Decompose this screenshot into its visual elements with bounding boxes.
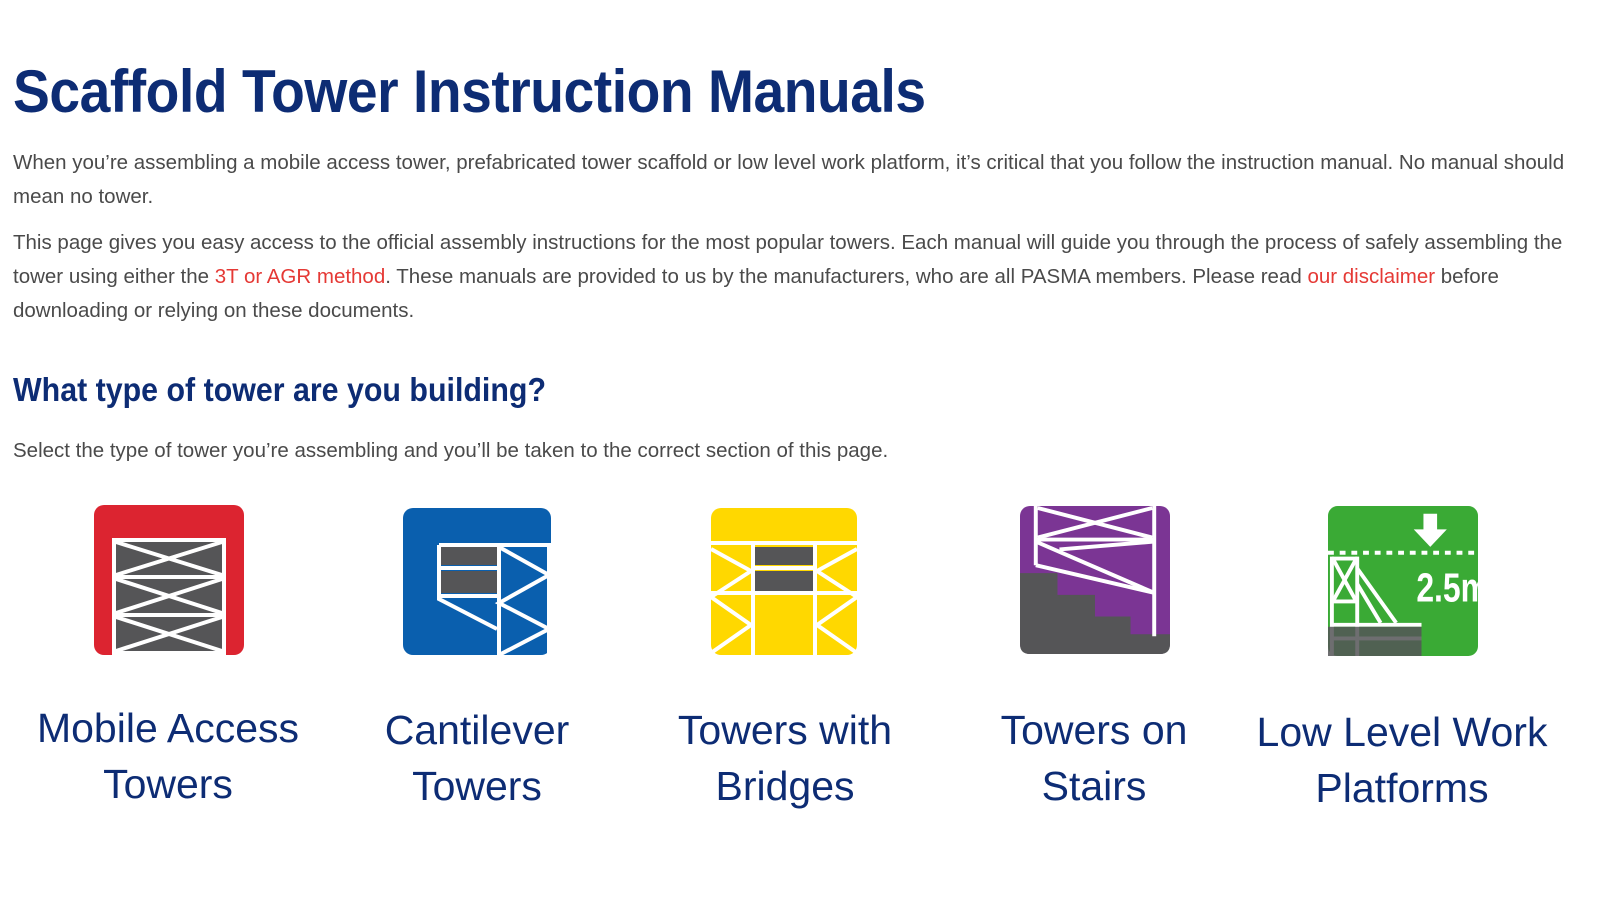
mobile-access-tower-icon [94,505,244,657]
intro-paragraph: When you’re assembling a mobile access tower, prefabricated tower scaffold or low level work platform, it’s critical that you follow the instruction manual. No manual should mean no tower. [13,151,1565,208]
cantilever-tower-icon [403,505,553,657]
info-text-2: . These manuals are provided to us by the manufacturers, who are all PASMA members. Please read [385,265,1308,288]
disclaimer-link[interactable]: our disclaimer [1307,265,1436,288]
tile-towers-on-stairs[interactable] [944,505,1244,835]
tile-label-mobile-access-towers: Mobile Access Towers [36,705,300,807]
tile-towers-with-bridges[interactable] [635,505,935,835]
tile-cantilever-towers[interactable] [327,505,627,835]
height-badge-text: 2.5m [1416,564,1490,611]
select-instruction: Select the type of tower you’re assembling and you’ll be taken to the correct section of this page. [13,439,889,462]
tile-label-cantilever-towers: Cantilever Towers [384,707,570,809]
main-content [13,52,1573,468]
section-heading: What type of tower are you building? [13,371,546,408]
tower-with-bridge-icon [711,505,861,657]
tile-label-low-level-work-platforms: Low Level Work Platforms [1256,709,1548,811]
tower-type-grid [0,505,1600,835]
tower-on-stairs-icon [1020,505,1170,657]
tile-label-towers-on-stairs: Towers on Stairs [1000,707,1188,809]
3t-agr-method-link[interactable]: 3T or AGR method [214,265,386,288]
info-text-3: before downloading or relying on these documents. [13,265,1499,322]
tile-mobile-access-towers[interactable] [18,505,318,835]
tile-label-towers-with-bridges: Towers with Bridges [677,707,893,809]
info-paragraph [13,226,1573,328]
tile-low-level-work-platforms[interactable] [1252,505,1552,835]
info-text-1: This page gives you easy access to the official assembly instructions for the most popular towers. Each manual will guide you through the process of safely assembling the tower using either the [13,231,1563,288]
page-title: Scaffold Tower Instruction Manuals [13,58,926,125]
low-level-platform-icon [1328,505,1490,657]
